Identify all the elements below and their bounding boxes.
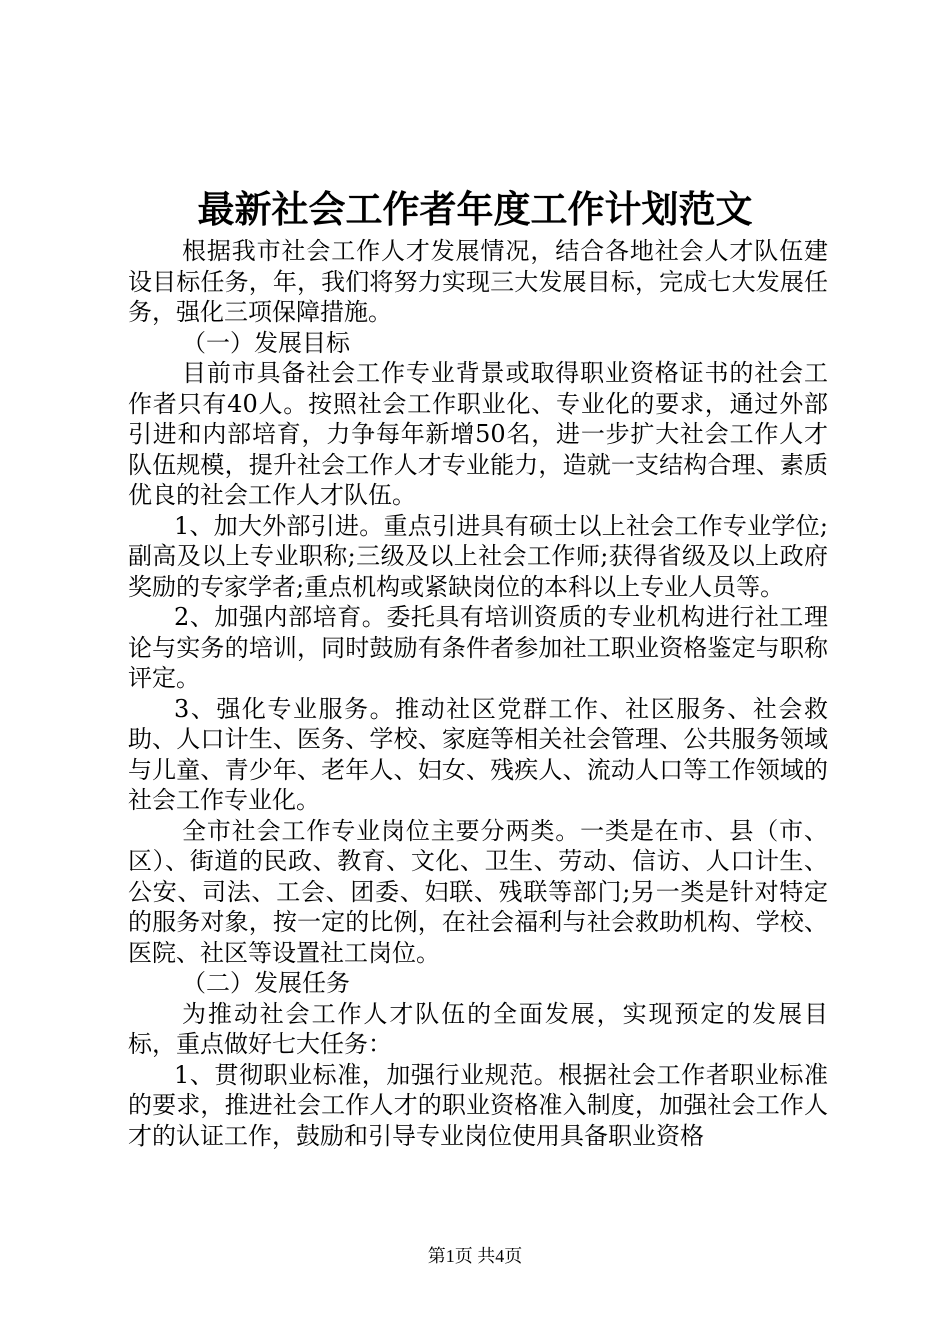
paragraph: 1、加大外部引进。重点引进具有硕士以上社会工作专业学位;副高及以上专业职称;三级及以上社会工作师;获得省级及以上政府奖励的专家学者;重点机构或紧缺岗位的本科以上专业人员等。 (128, 511, 828, 601)
paragraph: 根据我市社会工作人才发展情况，结合各地社会人才队伍建设目标任务，年，我们将努力实现三大发展目标，完成七大发展任务，强化三项保障措施。 (128, 237, 828, 326)
document-body (128, 236, 828, 1151)
document-title: 最新社会工作者年度工作计划范文 (197, 187, 753, 231)
paragraph: 3、强化专业服务。推动社区党群工作、社区服务、社会救助、人口计生、医务、学校、家庭等相关社会管理、公共服务领域与儿童、青少年、老年人、妇女、残疾人、流动人口等工作领域的社会工作专业化。 (128, 694, 828, 814)
paragraph: 为推动社会工作人才队伍的全面发展，实现预定的发展目标，重点做好七大任务： (128, 999, 828, 1058)
section-heading: （二）发展任务 (182, 969, 350, 997)
section-heading: （一）发展目标 (182, 328, 350, 357)
paragraph: 全市社会工作专业岗位主要分两类。一类是在市、县（市、区）、街道的民政、教育、文化、卫生、劳动、信访、人口计生、公安、司法、工会、团委、妇联、残联等部门;另一类是针对特定的服务对象，按一定的比例，在社会福利与社会救助机构、学校、医院、社区等设置社工岗位。 (128, 816, 828, 967)
paragraph: 2、加强内部培育。委托具有培训资质的专业机构进行社工理论与实务的培训，同时鼓励有条件者参加社工职业资格鉴定与职称评定。 (128, 603, 828, 692)
paragraph: 目前市具备社会工作专业背景或取得职业资格证书的社会工作者只有40人。按照社会工作职业化、专业化的要求，通过外部引进和内部培育，力争每年新增50名，进一步扩大社会工作人才队伍规模，提升社会工作人才专业能力，造就一支结构合理、素质优良的社会工作人才队伍。 (128, 359, 828, 509)
paragraph: 1、贯彻职业标准，加强行业规范。根据社会工作者职业标准的要求，推进社会工作人才的职业资格准入制度，加强社会工作人才的认证工作，鼓励和引导专业岗位使用具备职业资格 (128, 1060, 828, 1150)
page-footer: 第1页 共4页 (427, 1246, 523, 1266)
